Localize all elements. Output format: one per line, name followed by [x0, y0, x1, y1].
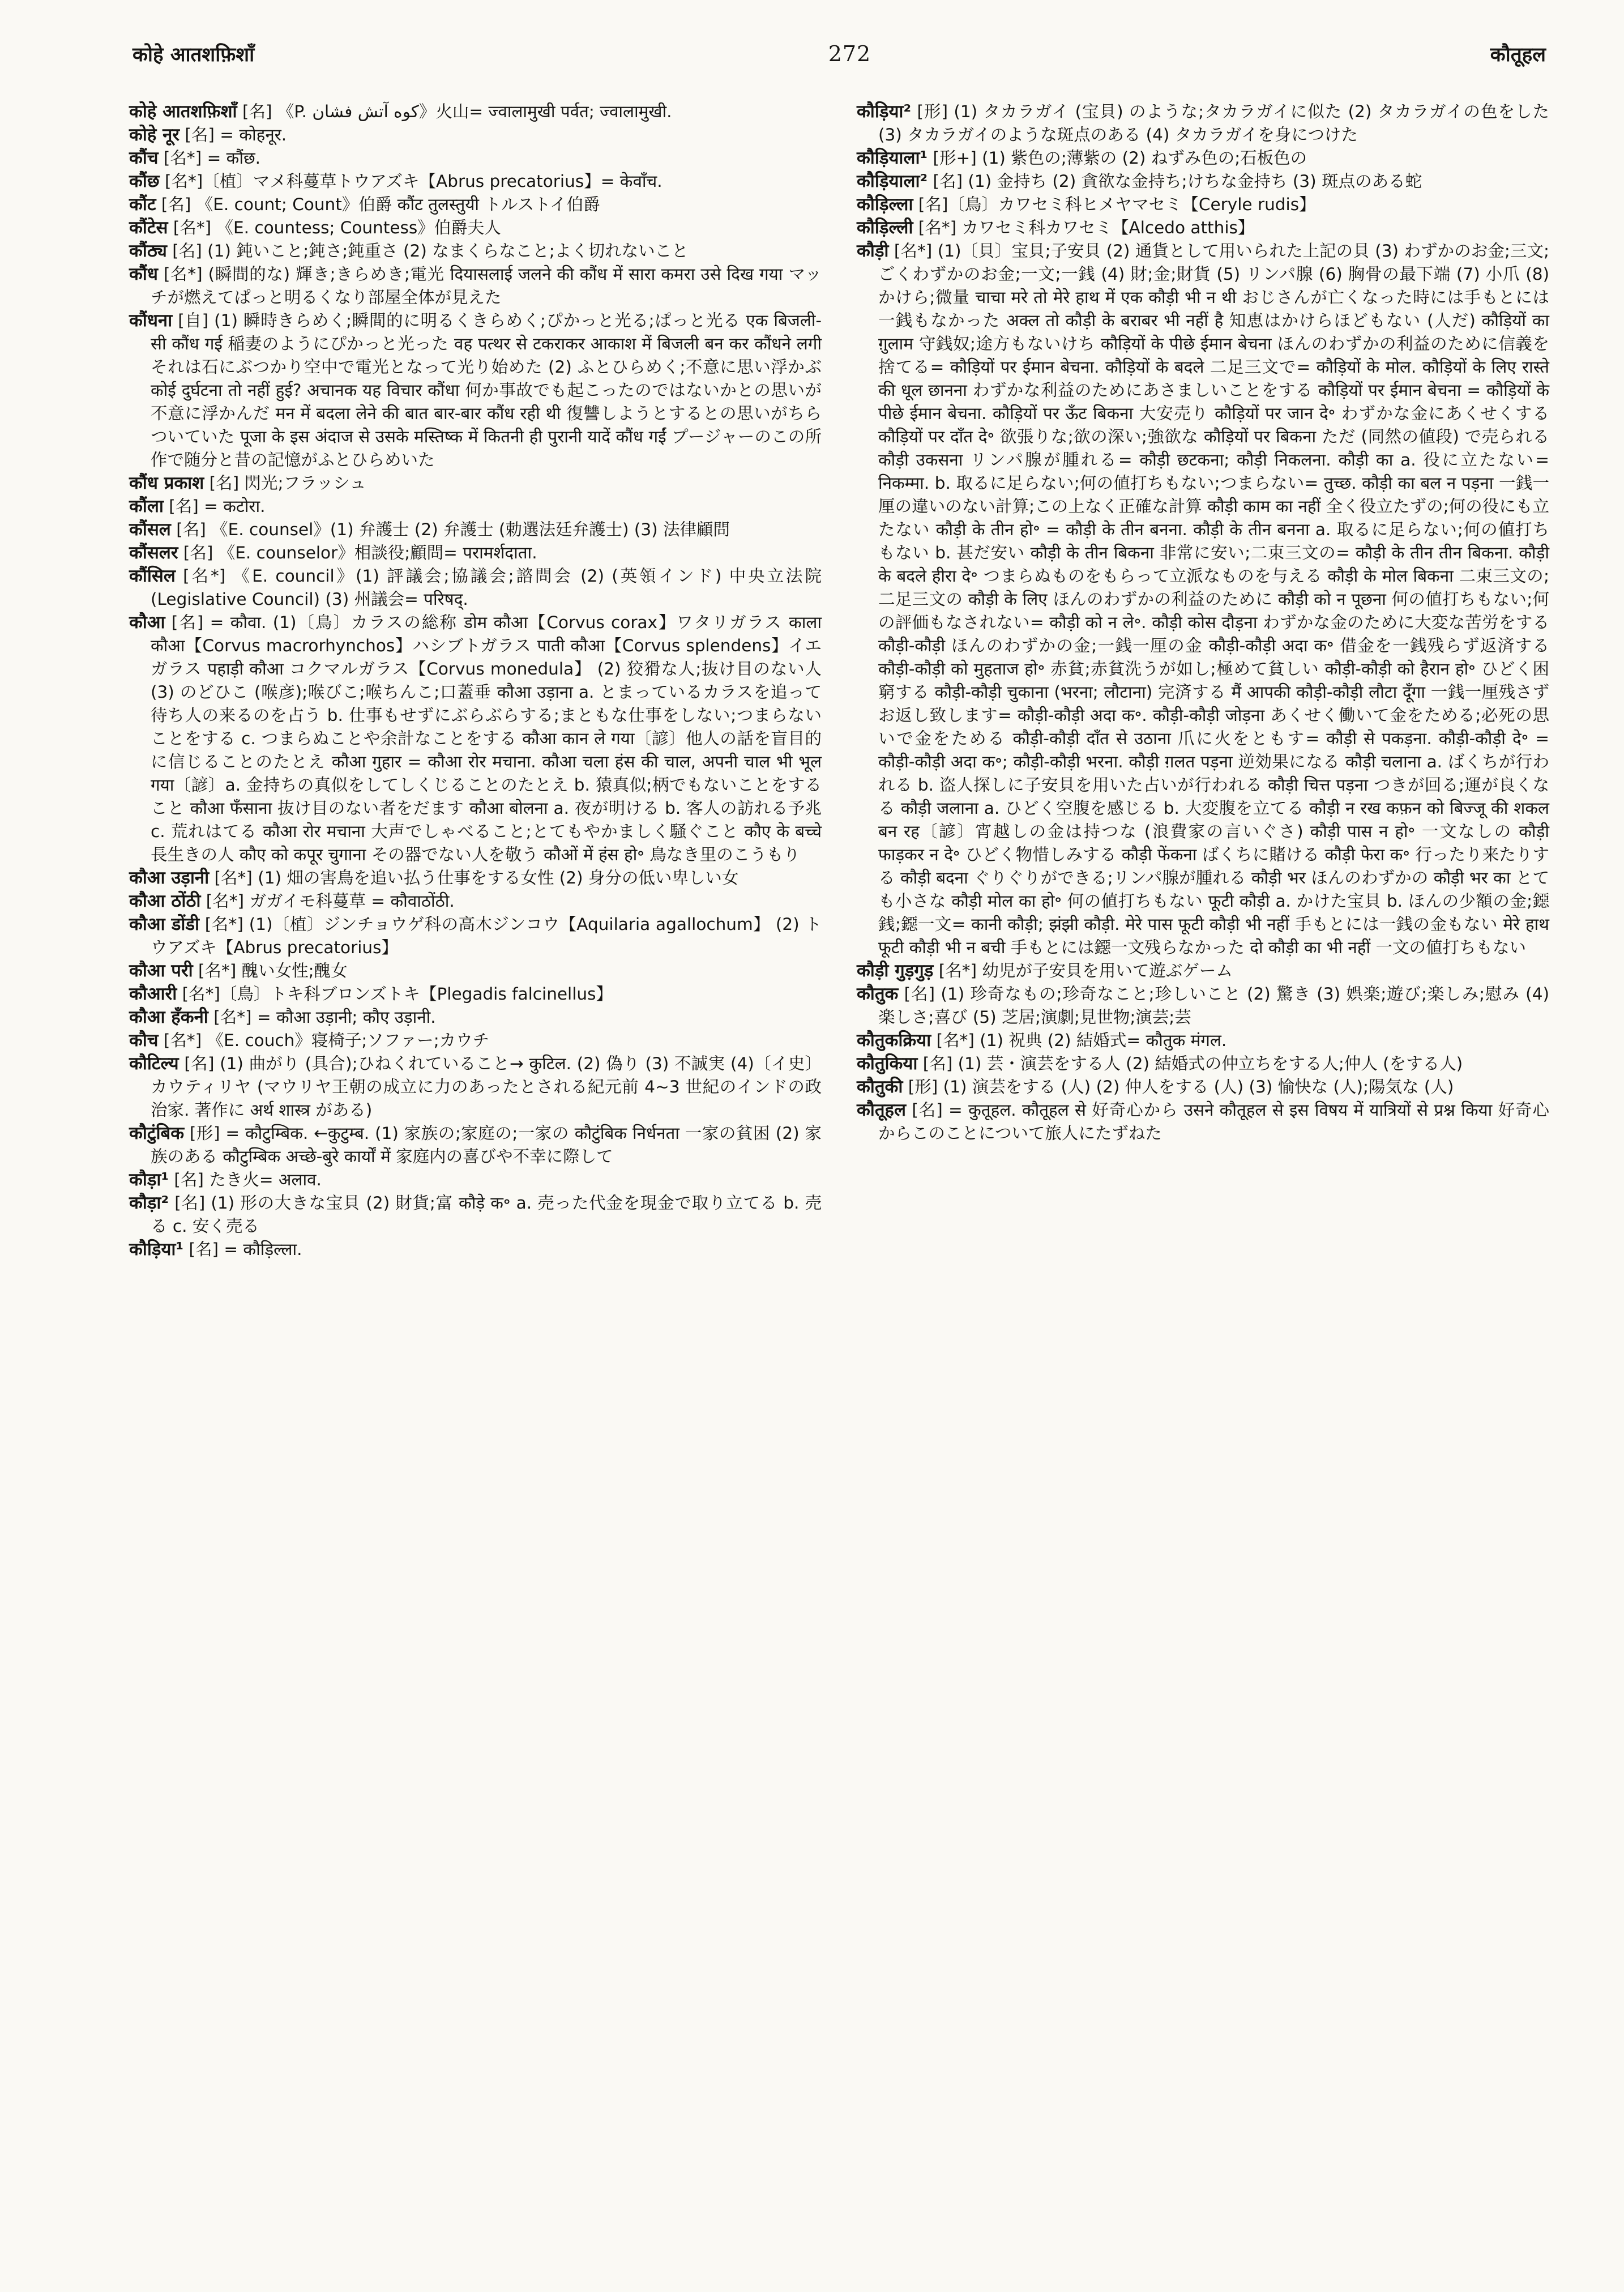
page-number: 272 — [828, 41, 871, 66]
entry-body: [名*] (1) 畑の害鳥を追い払う仕事をする女性 (2) 身分の低い卑しい女 — [214, 868, 739, 887]
entry-headword: कौआ — [129, 612, 165, 633]
dictionary-entry — [857, 983, 1549, 1029]
entry-body: [名] 《P. کوه آتش فشان》火山= ज्वालामुखी पर्वत; ज्वालामुखी. — [242, 102, 672, 121]
dictionary-entry — [129, 193, 822, 216]
entry-headword: कौंट — [129, 194, 156, 215]
entry-body: [名] 《E. count; Count》伯爵 कौंट तुलस्तुयी トルストイ伯爵 — [161, 195, 600, 214]
dictionary-entry — [857, 216, 1549, 240]
entry-body: [名*] 幼児が子安貝を用いて遊ぶゲーム — [938, 961, 1233, 980]
entry-body: [名]〔鳥〕カワセミ科ヒメヤマセミ【Ceryle rudis】 — [918, 195, 1316, 214]
entry-headword: कौटुंबिक — [129, 1123, 184, 1143]
entry-body: [名] 《E. counsel》(1) 弁護士 (2) 弁護士 (勅選法廷弁護士) (3) 法律顧問 — [176, 520, 730, 539]
entry-body: [名*] 《E. countess; Countess》伯爵夫人 — [173, 218, 501, 237]
dictionary-entry — [129, 1052, 822, 1122]
entry-body: [名*] 醜い女性;醜女 — [198, 961, 348, 980]
entry-headword: कौंटेस — [129, 217, 168, 238]
entry-body: [名] (1) 芸・演芸をする人 (2) 結婚式の仲立ちをする人;仲人 (をする人) — [922, 1054, 1463, 1073]
dictionary-entry — [129, 1238, 822, 1261]
entry-headword: कौड़िया² — [857, 101, 912, 122]
dictionary-entry — [129, 240, 822, 263]
entry-headword: कौंठ्य — [129, 241, 167, 261]
dictionary-entry — [129, 495, 822, 518]
entry-body: [名] = कोहनूर. — [185, 125, 287, 144]
entry-headword: कौंधना — [129, 310, 173, 331]
entry-headword: कौआ हँकनी — [129, 1007, 208, 1027]
running-head-left: कोहे आतशफ़िशाँ — [133, 44, 255, 66]
entry-headword: कौतुकी — [857, 1077, 903, 1097]
dictionary-entry — [129, 565, 822, 611]
entry-headword: कौंध प्रकाश — [129, 473, 204, 493]
entry-body: [名] (1) 曲がり (具合);ひねくれていること→ कुटिल. (2) 偽り (3) 不誠実 (4)〔イ史〕カウティリヤ (マウリヤ王朝の成立に力のあったとされる紀元前 4~3 世紀のインドの政治家. 著作に अर्थ शास्त्र がある) — [151, 1054, 822, 1120]
entry-body: [名*] = कौंछ. — [163, 148, 261, 168]
entry-body: [名] (1) 金持ち (2) 貪欲な金持ち;けちな金持ち (3) 斑点のある蛇 — [933, 172, 1422, 191]
entry-headword: कौआ उड़ानी — [129, 868, 210, 888]
entry-body: [名*] ガガイモ科蔓草 = कौवाठोंठी. — [206, 891, 455, 911]
entry-body: [名*]〔植〕マメ科蔓草トウアズキ【Abrus precatorius】= केवाँच. — [164, 172, 663, 191]
dictionary-entry — [129, 1168, 822, 1192]
dictionary-entry — [129, 1122, 822, 1168]
entry-body: [名] = कौवा. (1)〔鳥〕カラスの総称 डोम कौआ【Corvus corax】ワタリガラス काला कौआ【Corvus macrorhynchos】ハシブトガラス पाती कौआ【Corvus splendens】イエガラス पहाड़ी कौआ コクマルガラス【Corvus monedula】 (2) 狡猾な人;抜け目のない人 (3) のどひこ (喉彦);喉びこ;喉ちんこ;口蓋垂 कौआ उड़ाना a. とまっているカラスを追って待ち人の来るのを占う b. 仕事もせずにぶらぶらする;まともな仕事をしない;つまらないことをする c. つまらぬことや余計なことをする कौआ कान ले गया〔諺〕他人の話を盲目的に信じることのたとえ कौआ गुहार = कौआ रोर मचाना. कौआ चला हंस की चाल, अपनी चाल भी भूल गया〔諺〕a. 金持ちの真似をしてしくじることのたとえ b. 猿真似;柄でもないことをすること कौआ फँसाना 抜け目のない者をだます कौआ बोलना a. 夜が明ける b. 客人の訪れる予兆 c. 荒れはてる कौआ रोर मचाना 大声でしゃべること;とてもやかましく騒ぐこと कौए के बच्चे 長生きの人 कौए को कपूर चुगाना その器でない人を敬う कौओं में हंस हो॰ 鳥なき里のこうもり — [151, 613, 822, 864]
entry-body: [名] = कटोरा. — [169, 497, 266, 516]
entry-body: [名] 閃光;フラッシュ — [209, 473, 366, 493]
dictionary-entry — [857, 147, 1549, 170]
dictionary-entry — [129, 147, 822, 170]
dictionary-columns — [129, 100, 1549, 1261]
dictionary-entry — [129, 216, 822, 240]
entry-headword: कौआ डोंडी — [129, 914, 199, 934]
entry-headword: कौड़ियाला² — [857, 171, 928, 191]
dictionary-entry — [857, 1029, 1549, 1052]
running-head-right: कौतूहल — [1490, 44, 1546, 66]
entry-headword: कोहे नूर — [129, 125, 180, 145]
dictionary-entry — [857, 170, 1549, 193]
entry-headword: कोहे आतशफ़िशाँ — [129, 101, 237, 122]
entry-body: [名*] (1) 祝典 (2) 結婚式= कौतुक मंगल. — [936, 1031, 1227, 1050]
entry-body: [名] = कुतूहल. कौतूहल से 好奇心から उसने कौतूहल से इस विषय में यात्रियों से प्रश्न किया 好奇心からこのことについて旅人にたずねた — [878, 1100, 1549, 1143]
entry-body: [名] たき火= अलाव. — [174, 1170, 322, 1189]
dictionary-entry — [129, 611, 822, 867]
entry-body: [名*] カワセミ科カワセミ【Alcedo atthis】 — [918, 218, 1255, 237]
running-head — [129, 41, 1549, 67]
entry-headword: कौतुकिया — [857, 1053, 918, 1074]
entry-headword: कौंच — [129, 148, 159, 168]
entry-body: [形+] (1) 紫色の;薄紫の (2) ねずみ色の;石板色の — [933, 148, 1307, 168]
dictionary-entry — [857, 193, 1549, 216]
dictionary-entry — [129, 1192, 822, 1238]
entry-headword: कौआ ठोंठी — [129, 891, 201, 911]
dictionary-entry — [129, 472, 822, 495]
entry-body: [名*] 《E. couch》寝椅子;ソファー;カウチ — [163, 1031, 490, 1050]
entry-body: [名*] (1)〔植〕ジンチョウゲ科の高木ジンコウ【Aquilaria agallochum】 (2) トウアズキ【Abrus precatorius】 — [151, 915, 822, 957]
entry-headword: कौड़िल्ला — [857, 194, 913, 215]
entry-headword: कौंछ — [129, 171, 160, 191]
dictionary-entry — [129, 867, 822, 890]
left-column — [129, 100, 822, 1261]
entry-body: [形] (1) タカラガイ (宝貝) のような;タカラガイに似た (2) タカラガイの色をした (3) タカラガイのような斑点のある (4) タカラガイを身につけた — [878, 102, 1549, 144]
entry-headword: कौड़ियाला¹ — [857, 148, 928, 168]
right-column — [857, 100, 1549, 1261]
entry-headword: कौड़िल्ली — [857, 217, 913, 238]
dictionary-entry — [129, 1029, 822, 1052]
entry-headword: कौड़ा² — [129, 1193, 169, 1213]
entry-headword: कौतुक — [857, 984, 899, 1004]
dictionary-entry — [129, 170, 822, 193]
entry-headword: कौड़ी गुड़गुड़ — [857, 961, 934, 981]
entry-body: [名] 《E. counselor》相談役;顧問= परामर्शदाता. — [183, 543, 537, 562]
entry-body: [名] (1) 鈍いこと;鈍さ;鈍重さ (2) なまくらなこと;よく切れないこと — [172, 241, 689, 261]
entry-body: [名*] 《E. council》(1) 評議会;協議会;諮問会 (2) (英領インド) 中央立法院 (Legislative Council) (3) 州議会= परिषद्. — [151, 566, 822, 609]
dictionary-entry — [129, 959, 822, 983]
dictionary-entry — [857, 1075, 1549, 1099]
entry-headword: कौंसल — [129, 519, 171, 540]
entry-body: [名] (1) 珍奇なもの;珍奇なこと;珍しいこと (2) 驚き (3) 娯楽;遊び;楽しみ;慰み (4) 楽しさ;喜び (5) 芝居;演劇;見世物;演芸;芸 — [878, 984, 1549, 1027]
entry-body: [形] = कौटुम्बिक. ←कुटुम्ब. (1) 家族の;家庭の;一家の कौटुंबिक निर्धनता 一家の貧困 (2) 家族のある कौटुम्बिक अच्छे-बुरे कार्यों में 家庭内の喜びや不幸に際して — [151, 1124, 822, 1166]
entry-headword: कौंसिल — [129, 566, 176, 586]
dictionary-entry — [129, 309, 822, 472]
dictionary-entry — [857, 1052, 1549, 1075]
dictionary-entry — [129, 890, 822, 913]
dictionary-entry — [129, 263, 822, 309]
entry-headword: कौआ परी — [129, 961, 193, 981]
dictionary-entry — [129, 123, 822, 147]
dictionary-entry — [857, 959, 1549, 983]
entry-body: [名] = कौड़िल्ला. — [189, 1240, 302, 1259]
entry-headword: कौच — [129, 1030, 159, 1051]
entry-headword: कौतूहल — [857, 1100, 906, 1120]
dictionary-entry — [129, 100, 822, 123]
dictionary-entry — [129, 983, 822, 1006]
entry-headword: कौड़ी — [857, 241, 889, 261]
entry-headword: कौड़िया¹ — [129, 1239, 184, 1260]
entry-body: [名*] (1)〔貝〕宝貝;子安貝 (2) 通貨として用いられた上記の貝 (3) わずかのお金;三文;ごくわずかのお金;一文;一銭 (4) 財;金;財貨 (5) リンパ腺 (6) 胸骨の最下端 (7) 小爪 (8) かけら;微量 चाचा मरे तो मेरे हाथ में एक कौड़ी भी न थी おじさんが亡くなった時には手もとには一銭もなかった अक्ल तो कौड़ी के बराबर भी नहीं है 知恵はかけらほどもない (人だ) कौड़ियों का ग़ुलाम 守銭奴;途方もないけち कौड़ियों के पीछे ईमान बेचना ほんのわずかの利益のために信義を捨てる= कौड़ियों पर ईमान बेचना. कौड़ियों के बदले 二足三文で= कौड़ियों के मोल. कौड़ियों के लिए रास्ते की धूल छानना わずかな利益のためにあさましいことをする कौड़ियों पर ईमान बेचना = कौड़ियों के पीछे ईमान बेचना. कौड़ियों पर ऊँट बिकना 大安売り कौड़ियों पर जान दे॰ わずかな金にあくせくする कौड़ियों पर दाँत दे॰ 欲張りな;欲の深い;強欲な कौड़ियों पर बिकना ただ (同然の値段) で売られる कौड़ी उकसना リンパ腺が腫れる= कौड़ी छटकना; कौड़ी निकलना. कौड़ी का a. 役に立たない= निकम्मा. b. 取るに足らない;何の値打ちもない;つまらない= तुच्छ. कौड़ी का बल न पड़ना 一銭一厘の違いのない計算;この上なく正確な計算 कौड़ी काम का नहीं 全く役立たずの;何の役にも立たない कौड़ी के तीन हो॰ = कौड़ी के तीन बनना. कौड़ी के तीन बनना a. 取るに足らない;何の値打ちもない b. 甚だ安い कौड़ी के तीन बिकना 非常に安い;二束三文の= कौड़ी के तीन तीन बिकना. कौड़ी के बदले हीरा दे॰ つまらぬものをもらって立派なものを与える कौड़ी के मोल बिकना 二束三文の;二足三文の कौड़ी के लिए ほんのわずかの利益のために कौड़ी को न पूछना 何の値打ちもない;何の評価もなされない= कौड़ी को न ले॰. कौड़ी कोस दौड़ना わずかな金のために大変な苦労をする कौड़ी-कौड़ी ほんのわずかの金;一銭一厘の金 कौड़ी-कौड़ी अदा क॰ 借金を一銭残らず返済する कौड़ी-कौड़ी को मुहताज हो॰ 赤貧;赤貧洗うが如し;極めて貧しい कौड़ी-कौड़ी को हैरान हो॰ ひどく困窮する कौड़ी-कौड़ी चुकाना (भरना; लौटाना) 完済する मैं आपकी कौड़ी-कौड़ी लौटा दूँगा 一銭一厘残さずお返し致します= कौड़ी-कौड़ी अदा क॰. कौड़ी-कौड़ी जोड़ना あくせく働いて金をためる;必死の思いで金をためる कौड़ी-कौड़ी दाँत से उठाना 爪に火をともす= कौड़ी से पकड़ना. कौड़ी-कौड़ी दे॰ = कौड़ी-कौड़ी अदा क॰; कौड़ी-कौड़ी भरना. कौड़ी ग़लत पड़ना 逆効果になる कौड़ी चलाना a. ばくちが行われる b. 盗人探しに子安貝を用いた占いが行われる कौड़ी चित्त पड़ना つきが回る;運が良くなる कौड़ी जलाना a. ひどく空腹を感じる b. 大変腹を立てる कौड़ी न रख कफ़न को बिज्जू की शकल बन रह〔諺〕宵越しの金は持つな (浪費家の言いぐさ) कौड़ी पास न हो॰ 一文なしの कौड़ी फाड़कर न दे॰ ひどく物惜しみする कौड़ी फेंकना ばくちに賭ける कौड़ी फेरा क॰ 行ったり来たりする कौड़ी बदना ぐりぐりができる;リンパ腺が腫れる कौड़ी भर ほんのわずかの कौड़ी भर का とても小さな कौड़ी मोल का हो॰ 何の値打ちもない फूटी कौड़ी a. かけた宝貝 b. ほんの少額の金;鐚銭;鐚一文= कानी कौड़ी; झंझी कौड़ी. मेरे पास फूटी कौड़ी भी नहीं 手もとには一銭の金もない मेरे हाथ फूटी कौड़ी भी न बची 手もとには鐚一文残らなかった दो कौड़ी का भी नहीं 一文の値打ちもない — [878, 241, 1549, 957]
entry-body: [名*] (瞬間的な) 輝き;きらめき;電光 दियासलाई जलने की कौंध में सारा कमरा उसे दिख गया マッチが燃えてぱっと明るくなり部屋全体が見えた — [151, 264, 822, 307]
entry-headword: कौआरी — [129, 984, 177, 1004]
entry-body: [名*] = कौआ उड़ानी; कौए उड़ानी. — [213, 1008, 436, 1027]
entry-body: [自] (1) 瞬時きらめく;瞬間的に明るくきらめく;ぴかっと光る;ぱっと光る एक बिजली-सी कौंध गई 稲妻のようにぴかっと光った वह पत्थर से टकराकर आकाश में बिजली बन कर कौंधने लगी それは石にぶつかり空中で電光となって光り始めた (2) ふとひらめく;不意に思い浮かぶ कोई दुर्घटना तो नहीं हुई? अचानक यह विचार कौंधा 何か事故でも起こったのではないかとの思いが不意に浮かんだ मन में बदला लेने की बात बार-बार कौंध रही थी 復讐しようとするとの思いがちらついていた पूजा के इस अंदाज से उसके मस्तिष्क में कितनी ही पुरानी यादें कौंध गईं プージャーのこの所作で随分と昔の記憶がふとひらめいた — [151, 311, 822, 470]
entry-body: [形] (1) 演芸をする (人) (2) 仲人をする (人) (3) 愉快な (人);陽気な (人) — [908, 1077, 1454, 1096]
entry-headword: कौंला — [129, 496, 164, 517]
entry-body: [名*]〔鳥〕トキ科ブロンズトキ【Plegadis falcinellus】 — [182, 984, 613, 1004]
dictionary-entry — [129, 541, 822, 565]
dictionary-entry — [857, 1099, 1549, 1145]
entry-headword: कौटिल्य — [129, 1053, 179, 1074]
dictionary-entry — [857, 100, 1549, 147]
entry-headword: कौंसलर — [129, 543, 178, 563]
dictionary-entry — [129, 913, 822, 959]
entry-headword: कौतुकक्रिया — [857, 1030, 931, 1051]
entry-headword: कौंध — [129, 264, 158, 284]
dictionary-entry — [129, 518, 822, 541]
entry-headword: कौड़ा¹ — [129, 1170, 169, 1190]
entry-body: [名] (1) 形の大きな宝貝 (2) 財貨;富 कौड़े क॰ a. 売った代金を現金で取り立てる b. 売る c. 安く売る — [151, 1193, 822, 1236]
dictionary-entry — [129, 1006, 822, 1029]
dictionary-entry — [857, 240, 1549, 959]
